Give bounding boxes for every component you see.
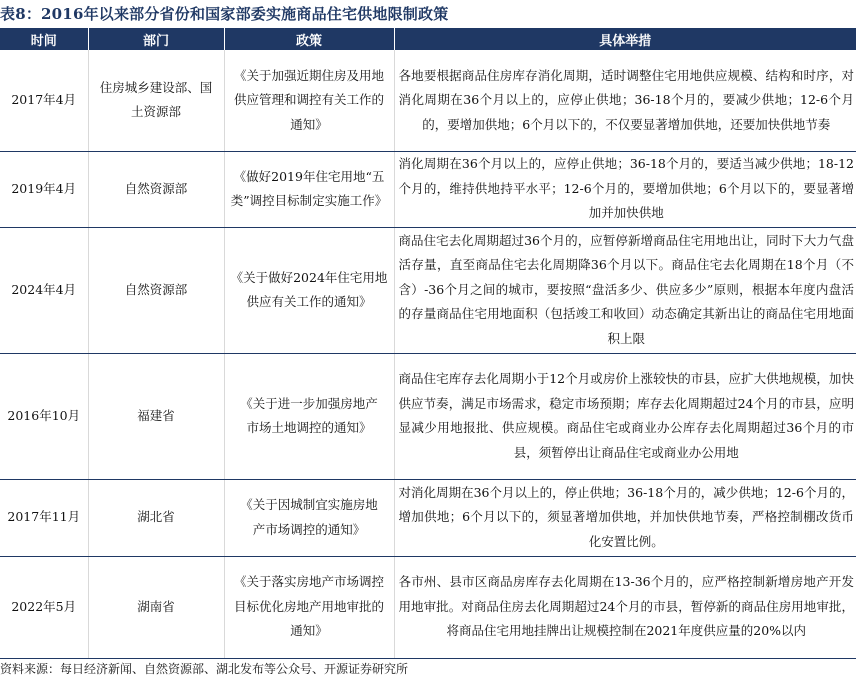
cell-measures: 对消化周期在36个月以上的，停止供地；36-18个月的，减少供地；12-6个月的，增加供地；6个月以下的，须显著增加供地，并加快供地节奏，严格控制棚改货币化安置比例。 <box>394 479 856 556</box>
header-department: 部门 <box>88 28 224 50</box>
table-title: 表8：2016年以来部分省份和国家部委实施商品住宅供地限制政策 <box>0 5 449 23</box>
cell-department: 福建省 <box>88 353 224 479</box>
cell-policy: 《关于加强近期住房及用地供应管理和调控有关工作的通知》 <box>224 50 394 151</box>
cell-time: 2016年10月 <box>0 353 88 479</box>
policy-table <box>0 28 856 659</box>
cell-department: 湖北省 <box>88 479 224 556</box>
cell-measures: 商品住宅库存去化周期小于12个月或房价上涨较快的市县，应扩大供地规模，加快供应节奏，满足市场需求，稳定市场预期；库存去化周期超过24个月的市县，应明显减少用地报批、供应规模。商品住宅或商业办公库存去化周期超过36个月的市县，须暂停出让商品住宅或商业办公用地 <box>394 353 856 479</box>
table-row <box>0 556 856 658</box>
cell-policy: 《关于因城制宜实施房地产市场调控的通知》 <box>224 479 394 556</box>
source-note: 资料来源：每日经济新闻、自然资源部、湖北发布等公众号、开源证券研究所 <box>0 662 409 676</box>
table-row <box>0 479 856 556</box>
cell-department: 湖南省 <box>88 556 224 658</box>
cell-time: 2019年4月 <box>0 151 88 227</box>
table-header-row <box>0 28 856 50</box>
cell-time: 2017年11月 <box>0 479 88 556</box>
table-row <box>0 151 856 227</box>
table-row <box>0 353 856 479</box>
cell-department: 住房城乡建设部、国土资源部 <box>88 50 224 151</box>
policy-table-container <box>0 28 856 659</box>
header-measures: 具体举措 <box>394 28 856 50</box>
cell-measures: 各地要根据商品住房库存消化周期，适时调整住宅用地供应规模、结构和时序，对消化周期在36个月以上的，应停止供地；36-18个月的，要减少供地；12-6个月的，要增加供地；6个月以下的，不仅要显著增加供地，还要加快供地节奏 <box>394 50 856 151</box>
cell-department: 自然资源部 <box>88 227 224 353</box>
cell-policy: 《关于进一步加强房地产市场土地调控的通知》 <box>224 353 394 479</box>
cell-time: 2022年5月 <box>0 556 88 658</box>
cell-measures: 消化周期在36个月以上的，应停止供地；36-18个月的，要适当减少供地；18-12个月的，维持供地持平水平；12-6个月的，要增加供地；6个月以下的，要显著增加并加快供地 <box>394 151 856 227</box>
cell-policy: 《关于做好2024年住宅用地供应有关工作的通知》 <box>224 227 394 353</box>
table-row <box>0 227 856 353</box>
cell-time: 2024年4月 <box>0 227 88 353</box>
cell-measures: 商品住宅去化周期超过36个月的，应暂停新增商品住宅用地出让，同时下大力气盘活存量，直至商品住宅去化周期降36个月以下。商品住宅去化周期在18个月（不含）-36个月之间的城市，要按照“盘活多少、供应多少”原则，根据本年度内盘活的存量商品住宅用地面积（包括竣工和收回）动态确定其新出让的商品住宅用地面积上限 <box>394 227 856 353</box>
cell-policy: 《做好2019年住宅用地“五类”调控目标制定实施工作》 <box>224 151 394 227</box>
header-time: 时间 <box>0 28 88 50</box>
header-policy: 政策 <box>224 28 394 50</box>
cell-policy: 《关于落实房地产市场调控目标优化房地产用地审批的通知》 <box>224 556 394 658</box>
cell-measures: 各市州、县市区商品房库存去化周期在13-36个月的，应严格控制新增房地产开发用地审批。对商品住房去化周期超过24个月的市县，暂停新的商品住房用地审批，将商品住宅用地挂牌出让规模控制在2021年度供应量的20%以内 <box>394 556 856 658</box>
cell-department: 自然资源部 <box>88 151 224 227</box>
table-row <box>0 50 856 151</box>
cell-time: 2017年4月 <box>0 50 88 151</box>
